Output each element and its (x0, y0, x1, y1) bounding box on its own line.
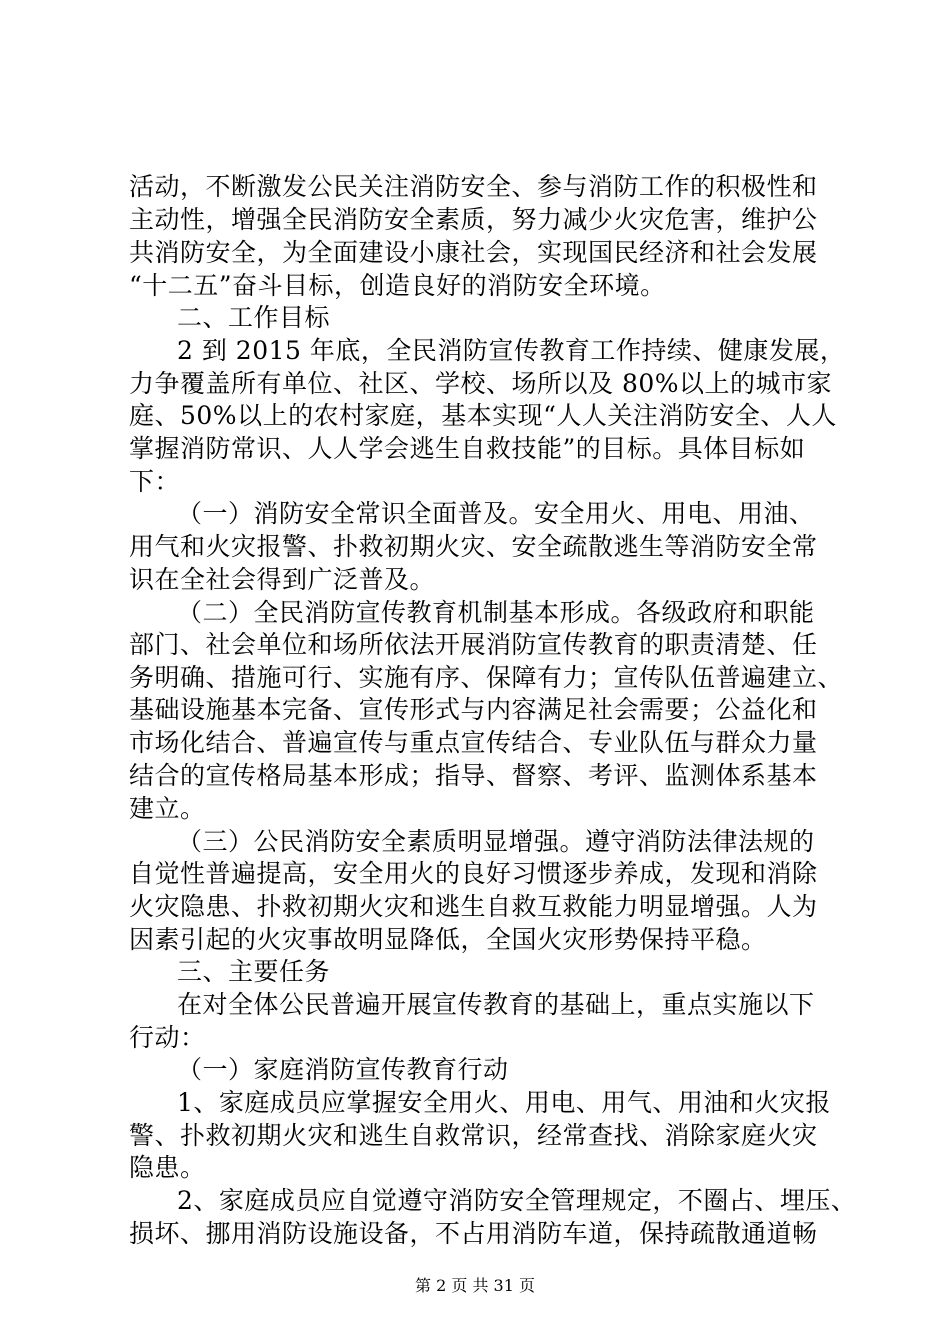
subsection-heading: （一）家庭消防宣传教育行动 (177, 1055, 509, 1084)
text-line: 结合的宣传格局基本形成；指导、督察、考评、监测体系基本 (129, 761, 818, 790)
text-line: 用气和火灾报警、扑救初期火灾、安全疏散逃生等消防安全常 (129, 532, 818, 561)
text-line: 下： (129, 467, 181, 496)
text-line: 庭、50%以上的农村家庭，基本实现“人人关注消防安全、人人 (129, 401, 837, 430)
text-line: （三）公民消防安全素质明显增强。遵守消防法律法规的 (177, 827, 815, 856)
text-line: （一）消防安全常识全面普及。安全用火、用电、用油、 (177, 499, 815, 528)
text-line: 损坏、挪用消防设施设备，不占用消防车道，保持疏散通道畅 (129, 1219, 818, 1248)
text-line: 市场化结合、普遍宣传与重点宣传结合、专业队伍与群众力量 (129, 728, 818, 757)
text-line: 隐患。 (129, 1153, 206, 1182)
text-line: 共消防安全，为全面建设小康社会，实现国民经济和社会发展 (129, 238, 818, 267)
text-line: “十二五”奋斗目标，创造良好的消防安全环境。 (129, 271, 666, 300)
text-line: 2 到 2015 年底，全民消防宣传教育工作持续、健康发展， (177, 336, 846, 365)
text-line: 掌握消防常识、人人学会逃生自救技能”的目标。具体目标如 (129, 434, 806, 463)
page-number-footer: 第 2 页 共 31 页 (415, 1276, 535, 1295)
text-line: （二）全民消防宣传教育机制基本形成。各级政府和职能 (177, 598, 815, 627)
text-line: 在对全体公民普遍开展宣传教育的基础上，重点实施以下 (177, 990, 815, 1019)
text-line: 主动性，增强全民消防安全素质，努力减少火灾危害，维护公 (129, 205, 818, 234)
text-line: 基础设施基本完备、宣传形式与内容满足社会需要；公益化和 (129, 695, 818, 724)
text-line: 力争覆盖所有单位、社区、学校、场所以及 80%以上的城市家 (129, 369, 833, 398)
text-line: 务明确、措施可行、实施有序、保障有力；宣传队伍普遍建立、 (129, 663, 844, 692)
text-line: 警、扑救初期火灾和逃生自救常识，经常查找、消除家庭火灾 (129, 1121, 818, 1150)
text-line: 行动： (129, 1023, 206, 1052)
section-heading: 三、主要任务 (177, 957, 331, 986)
text-line: 因素引起的火灾事故明显降低，全国火灾形势保持平稳。 (129, 925, 767, 954)
text-line: 自觉性普遍提高，安全用火的良好习惯逐步养成，发现和消除 (129, 859, 818, 888)
text-line: 识在全社会得到广泛普及。 (129, 565, 436, 594)
text-line: 建立。 (129, 794, 206, 823)
text-line: 部门、社会单位和场所依法开展消防宣传教育的职责清楚、任 (129, 630, 818, 659)
text-line: 火灾隐患、扑救初期火灾和逃生自救互救能力明显增强。人为 (129, 892, 818, 921)
text-line: 活动，不断激发公民关注消防安全、参与消防工作的积极性和 (129, 172, 818, 201)
section-heading: 二、工作目标 (177, 303, 331, 332)
text-line: 1、家庭成员应掌握安全用火、用电、用气、用油和火灾报 (177, 1088, 831, 1117)
text-line: 2、家庭成员应自觉遵守消防安全管理规定，不圈占、埋压、 (177, 1186, 857, 1215)
